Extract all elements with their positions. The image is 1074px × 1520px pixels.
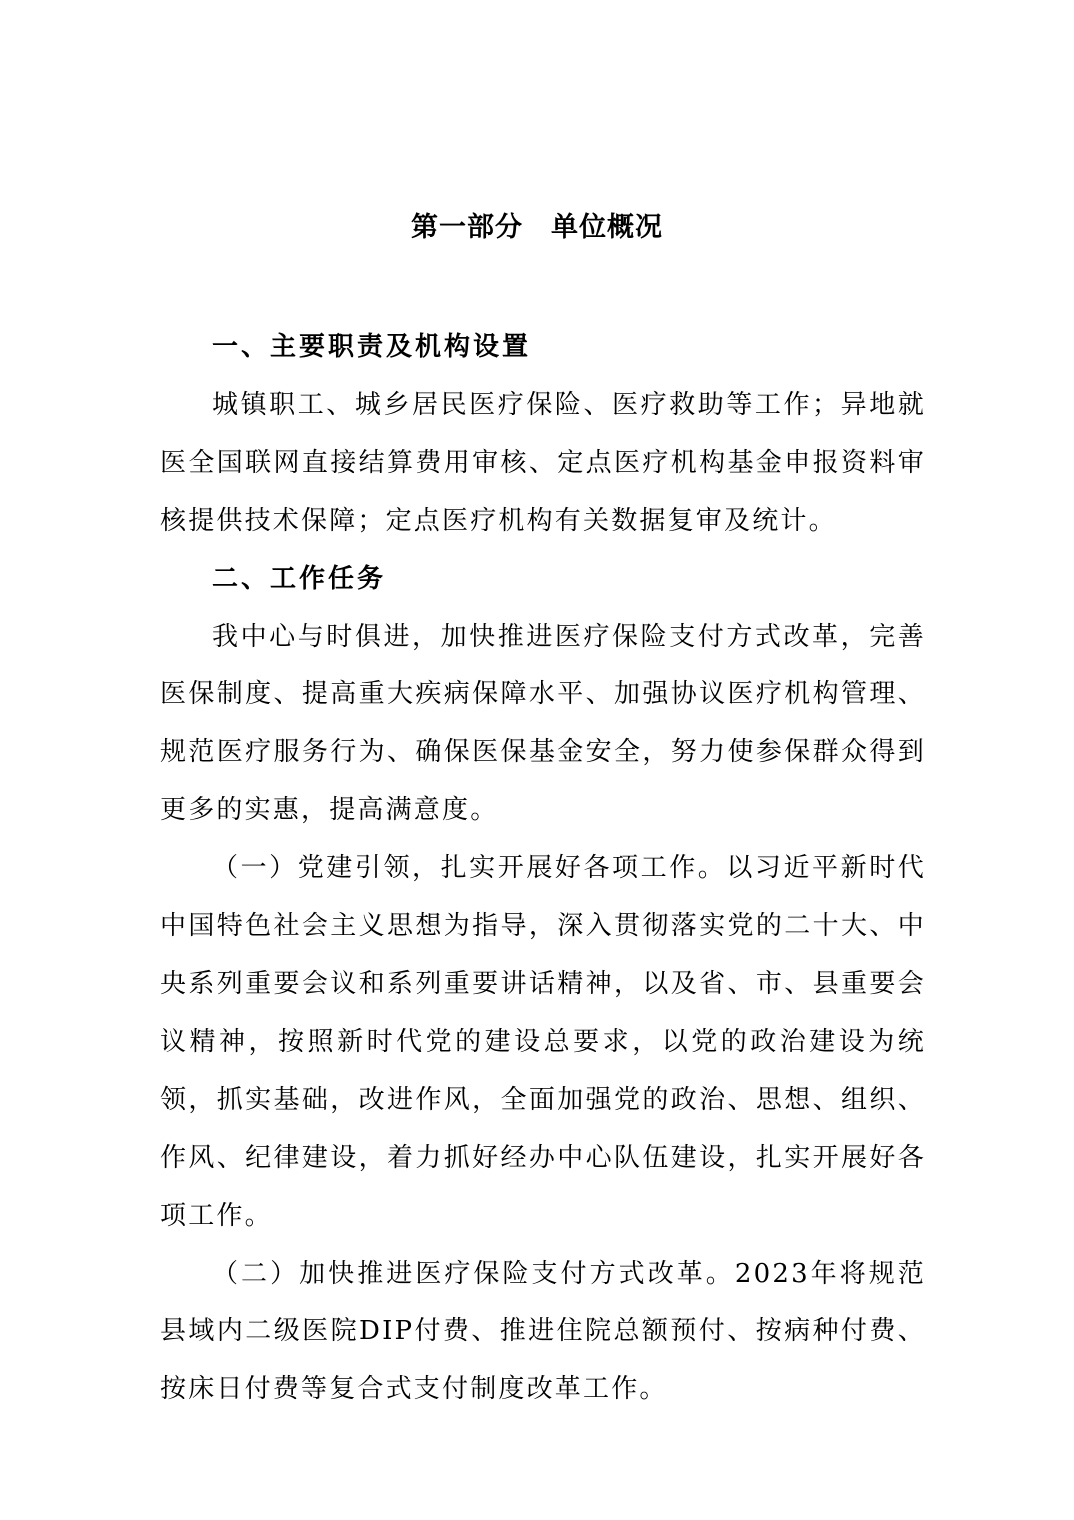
section-heading-duties: 一、主要职责及机构设置 xyxy=(212,332,532,362)
paragraph-payment-reform: （二）加快推进医疗保险支付方式改革。2023年将规范县域内二级医院DIP付费、推进住院总额预付、按病种付费、按床日付费等复合式支付制度改革工作。 xyxy=(160,1258,926,1405)
document-body xyxy=(160,319,926,1419)
paragraph-duties: 城镇职工、城乡居民医疗保险、医疗救助等工作；异地就医全国联网直接结算费用审核、定点医疗机构基金申报资料审核提供技术保障；定点医疗机构有关数据复审及统计。 xyxy=(160,389,926,536)
paragraph-tasks-intro: 我中心与时俱进，加快推进医疗保险支付方式改革，完善医保制度、提高重大疾病保障水平、加强协议医疗机构管理、规范医疗服务行为、确保医保基金安全，努力使参保群众得到更多的实惠，提高满意度。 xyxy=(160,621,926,826)
section-heading-tasks: 二、工作任务 xyxy=(212,563,387,594)
page-title: 第一部分 单位概况 xyxy=(411,212,663,243)
paragraph-party-building: （一）党建引领，扎实开展好各项工作。以习近平新时代中国特色社会主义思想为指导，深入贯彻落实党的二十大、中央系列重要会议和系列重要讲话精神，以及省、市、县重要会议精神，按照新时代党的建设总要求，以党的政治建设为统领，抓实基础，改进作风，全面加强党的政治、思想、组织、作风、纪律建设，着力抓好经办中心队伍建设，扎实开展好各项工作。 xyxy=(160,853,926,1231)
